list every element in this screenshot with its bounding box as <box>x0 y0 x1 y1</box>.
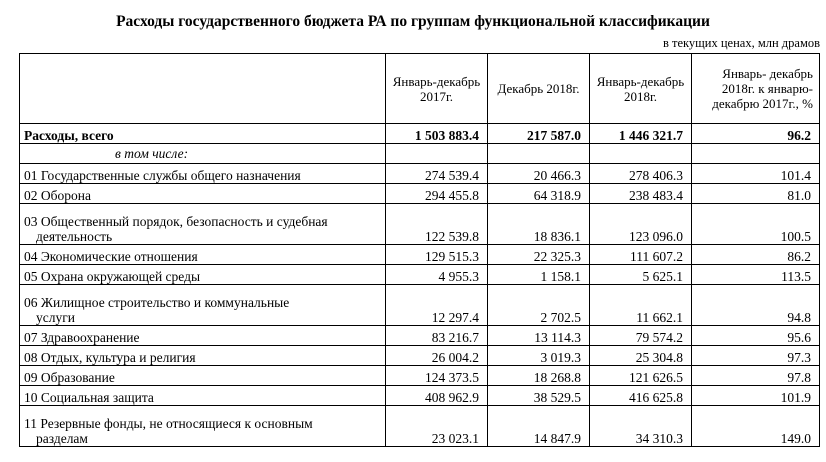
value-cell: 111 607.2 <box>590 245 692 265</box>
value-cell: 217 587.0 <box>488 124 590 144</box>
value-cell: 124 373.5 <box>386 366 488 386</box>
row-label-line1: 03 Общественный порядок, безопасность и судебная <box>24 214 328 229</box>
value-cell: 1 158.1 <box>488 265 590 285</box>
value-cell: 416 625.8 <box>590 386 692 406</box>
value-cell: 95.6 <box>692 326 820 346</box>
row-label <box>20 285 386 326</box>
value-cell: 2 702.5 <box>488 285 590 326</box>
value-cell: 79 574.2 <box>590 326 692 346</box>
value-cell: 12 297.4 <box>386 285 488 326</box>
value-cell: 129 515.3 <box>386 245 488 265</box>
value-cell: 113.5 <box>692 265 820 285</box>
value-cell: 96.2 <box>692 124 820 144</box>
row-label: 07 Здравоохранение <box>20 326 386 346</box>
table-row <box>20 406 820 447</box>
row-label: 04 Экономические отношения <box>20 245 386 265</box>
value-cell: 278 406.3 <box>590 164 692 184</box>
header-col-dec-2018: Декабрь 2018г. <box>488 54 590 124</box>
row-label <box>20 406 386 447</box>
table-row <box>20 285 820 326</box>
value-cell: 4 955.3 <box>386 265 488 285</box>
value-cell: 1 446 321.7 <box>590 124 692 144</box>
row-label <box>20 204 386 245</box>
value-cell: 101.9 <box>692 386 820 406</box>
value-cell: 408 962.9 <box>386 386 488 406</box>
value-cell: 81.0 <box>692 184 820 204</box>
value-cell: 23 023.1 <box>386 406 488 447</box>
value-cell: 294 455.8 <box>386 184 488 204</box>
table-row <box>20 265 820 285</box>
value-cell: 238 483.4 <box>590 184 692 204</box>
value-cell: 22 325.3 <box>488 245 590 265</box>
value-cell: 97.3 <box>692 346 820 366</box>
value-cell: 18 836.1 <box>488 204 590 245</box>
value-cell: 11 662.1 <box>590 285 692 326</box>
value-cell: 34 310.3 <box>590 406 692 447</box>
row-label: 02 Оборона <box>20 184 386 204</box>
row-label-line2: деятельность <box>36 229 113 244</box>
page-title: Расходы государственного бюджета РА по группам функциональной классификации <box>116 13 710 30</box>
row-label-line2: разделам <box>36 431 88 446</box>
table-row <box>20 386 820 406</box>
value-cell: 20 466.3 <box>488 164 590 184</box>
table-row <box>20 366 820 386</box>
row-label-line2: услуги <box>36 310 75 325</box>
header-col-percent: Январь- декабрь 2018г. к январю- декабрю 2017г., % <box>692 54 820 124</box>
header-col-jan-dec-2017: Январь-декабрь 2017г. <box>386 54 488 124</box>
budget-table <box>19 53 820 447</box>
row-label: 01 Государственные службы общего назначения <box>20 164 386 184</box>
header-col-jan-dec-2018: Январь-декабрь 2018г. <box>590 54 692 124</box>
value-cell: 14 847.9 <box>488 406 590 447</box>
unit-note: в текущих ценах, млн драмов <box>662 36 820 50</box>
table-row <box>20 164 820 184</box>
value-cell: 101.4 <box>692 164 820 184</box>
total-row <box>20 124 820 144</box>
value-cell: 274 539.4 <box>386 164 488 184</box>
value-cell: 13 114.3 <box>488 326 590 346</box>
value-cell: 38 529.5 <box>488 386 590 406</box>
header-label-cell <box>20 54 386 124</box>
value-cell: 18 268.8 <box>488 366 590 386</box>
row-label: Расходы, всего <box>20 124 386 144</box>
row-label: 08 Отдых, культура и религия <box>20 346 386 366</box>
value-cell: 26 004.2 <box>386 346 488 366</box>
including-row <box>20 144 820 164</box>
row-label: 10 Социальная защита <box>20 386 386 406</box>
value-cell: 86.2 <box>692 245 820 265</box>
row-label: 05 Охрана окружающей среды <box>20 265 386 285</box>
value-cell: 122 539.8 <box>386 204 488 245</box>
value-cell: 121 626.5 <box>590 366 692 386</box>
header-row <box>20 54 820 124</box>
including-label: в том числе: <box>20 144 386 164</box>
value-cell: 100.5 <box>692 204 820 245</box>
value-cell: 3 019.3 <box>488 346 590 366</box>
value-cell: 83 216.7 <box>386 326 488 346</box>
table-row <box>20 346 820 366</box>
row-label-line1: 06 Жилищное строительство и коммунальные <box>24 295 290 310</box>
value-cell: 123 096.0 <box>590 204 692 245</box>
value-cell: 25 304.8 <box>590 346 692 366</box>
value-cell: 64 318.9 <box>488 184 590 204</box>
value-cell: 149.0 <box>692 406 820 447</box>
table-row <box>20 204 820 245</box>
value-cell: 1 503 883.4 <box>386 124 488 144</box>
table-row <box>20 326 820 346</box>
value-cell: 94.8 <box>692 285 820 326</box>
row-label-line1: 11 Резервные фонды, не относящиеся к основным <box>24 416 313 431</box>
value-cell: 97.8 <box>692 366 820 386</box>
table-row <box>20 245 820 265</box>
table-row <box>20 184 820 204</box>
row-label: 09 Образование <box>20 366 386 386</box>
value-cell: 5 625.1 <box>590 265 692 285</box>
